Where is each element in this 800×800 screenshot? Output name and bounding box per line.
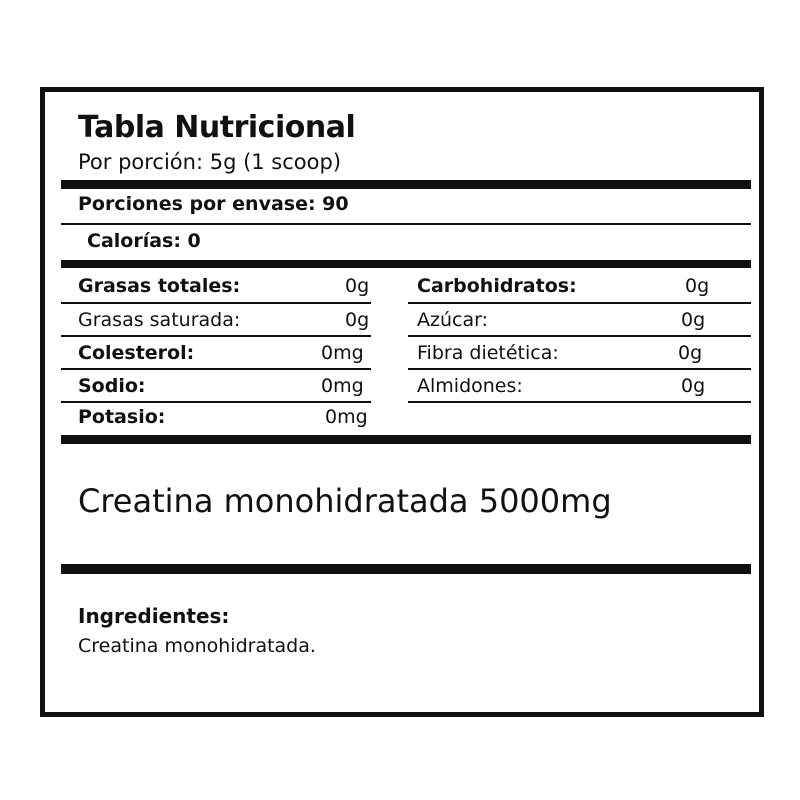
label-title: Tabla Nutricional xyxy=(78,110,356,145)
thick-divider xyxy=(61,180,751,189)
nutrient-name: Grasas totales: xyxy=(78,275,241,297)
ingredients-title: Ingredientes: xyxy=(78,604,230,628)
thin-divider xyxy=(61,223,751,225)
row-divider xyxy=(408,368,751,370)
row-divider xyxy=(408,401,751,403)
calories: Calorías: 0 xyxy=(87,230,201,252)
nutrient-value: 0g xyxy=(678,342,703,364)
thick-divider xyxy=(61,435,751,444)
nutrient-name: Azúcar: xyxy=(417,309,488,331)
nutrient-name: Carbohidratos: xyxy=(417,275,577,297)
nutrient-name: Potasio: xyxy=(78,406,166,428)
nutrient-name: Almidones: xyxy=(417,375,523,397)
nutrient-value: 0mg xyxy=(325,406,368,428)
nutrient-value: 0g xyxy=(345,309,370,331)
nutrient-name: Grasas saturada: xyxy=(78,309,241,331)
active-ingredient: Creatina monohidratada 5000mg xyxy=(78,482,612,520)
row-divider xyxy=(61,302,371,304)
row-divider xyxy=(61,335,371,337)
ingredients-text: Creatina monohidratada. xyxy=(78,635,316,657)
nutrient-value: 0g xyxy=(681,375,706,397)
servings-per-container: Porciones por envase: 90 xyxy=(78,193,349,215)
row-divider xyxy=(408,302,751,304)
row-divider xyxy=(61,401,371,403)
nutrient-value: 0g xyxy=(681,309,706,331)
nutrient-name: Fibra dietética: xyxy=(417,342,559,364)
nutrition-label xyxy=(40,87,764,717)
nutrient-value: 0g xyxy=(345,275,370,297)
thick-divider xyxy=(61,260,751,268)
row-divider xyxy=(408,335,751,337)
nutrient-name: Sodio: xyxy=(78,375,146,397)
nutrient-name: Colesterol: xyxy=(78,342,195,364)
serving-size: Por porción: 5g (1 scoop) xyxy=(78,150,342,174)
nutrient-value: 0mg xyxy=(321,342,364,364)
nutrient-value: 0mg xyxy=(321,375,364,397)
thick-divider xyxy=(61,564,751,574)
row-divider xyxy=(61,368,371,370)
nutrient-value: 0g xyxy=(685,275,710,297)
